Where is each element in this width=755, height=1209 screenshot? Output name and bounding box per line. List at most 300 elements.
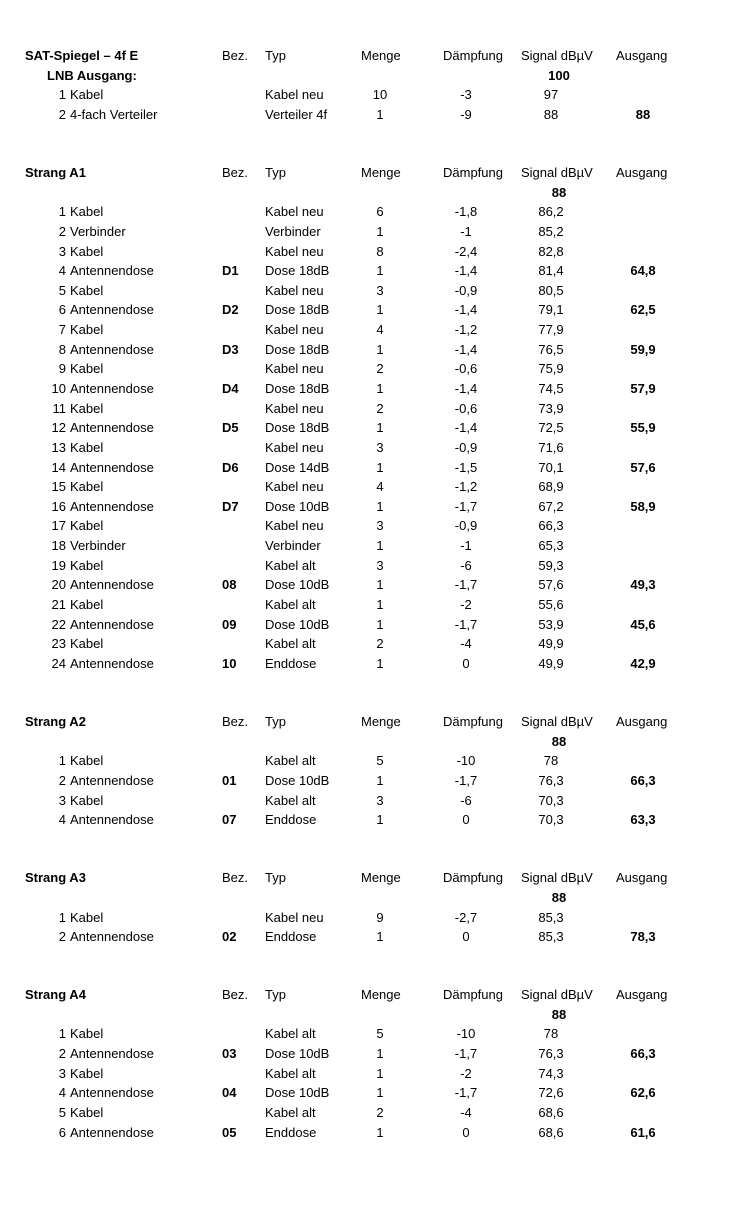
- ausgang-value: 66,3: [630, 1046, 656, 1062]
- typ-value: Dose 10dB: [265, 616, 330, 632]
- daempfung-value: -1,7: [454, 616, 478, 632]
- table-row: [0, 516, 755, 536]
- row-number: 17: [51, 518, 66, 534]
- daempfung-value: -1,5: [454, 459, 478, 475]
- row-number: 1: [58, 753, 66, 769]
- column-header-signal: Signal dBµV: [521, 48, 593, 63]
- signal-value: 76,3: [538, 1046, 564, 1062]
- daempfung-value: -2: [460, 1065, 472, 1081]
- table-row: [0, 595, 755, 615]
- menge-value: 1: [376, 1065, 384, 1081]
- menge-value: 1: [376, 577, 384, 593]
- component-name: Kabel: [70, 636, 104, 652]
- typ-value: Kabel neu: [265, 400, 324, 416]
- signal-value: 77,9: [538, 322, 564, 338]
- signal-value: 68,6: [538, 1124, 564, 1140]
- section: [0, 46, 755, 125]
- column-header-signal: Signal dBµV: [521, 987, 593, 1003]
- signal-value: 85,2: [538, 223, 564, 239]
- menge-value: 5: [376, 1026, 384, 1042]
- row-number: 24: [51, 655, 66, 671]
- start-signal-row: [0, 1005, 755, 1025]
- menge-value: 8: [376, 243, 384, 259]
- column-header-signal: Signal dBµV: [521, 714, 593, 729]
- table-row: [0, 536, 755, 556]
- column-header-daempfung: Dämpfung: [443, 987, 503, 1003]
- component-name: Kabel: [70, 87, 104, 103]
- ausgang-value: 49,3: [630, 577, 656, 593]
- row-number: 4: [58, 1085, 66, 1101]
- signal-value: 53,9: [538, 616, 564, 632]
- row-number: 10: [51, 381, 66, 396]
- component-name: Kabel: [70, 557, 104, 573]
- row-number: 15: [51, 479, 66, 495]
- signal-value: 86,2: [538, 204, 564, 220]
- row-number: 13: [51, 439, 66, 455]
- row-number: 5: [58, 282, 66, 298]
- daempfung-value: -10: [456, 1026, 476, 1042]
- component-name: Kabel: [70, 518, 104, 534]
- component-name: Kabel: [70, 400, 104, 416]
- typ-value: Kabel neu: [265, 282, 324, 298]
- signal-value: 79,1: [538, 302, 564, 318]
- row-number: 2: [58, 929, 66, 945]
- signal-value: 49,9: [538, 636, 564, 652]
- column-header-typ: Typ: [265, 164, 286, 180]
- bez-value: 03: [222, 1046, 237, 1062]
- start-signal-value: 100: [548, 67, 570, 83]
- typ-value: Dose 10dB: [265, 577, 330, 593]
- column-header-bez: Bez.: [222, 48, 249, 63]
- component-name: Kabel: [70, 322, 104, 338]
- column-header-daempfung: Dämpfung: [443, 164, 503, 180]
- column-header-menge: Menge: [361, 987, 401, 1003]
- ausgang-value: 63,3: [630, 812, 656, 828]
- section: [0, 163, 755, 674]
- row-number: 2: [58, 106, 66, 122]
- typ-value: Kabel alt: [265, 597, 316, 613]
- daempfung-value: -1,7: [454, 772, 478, 788]
- typ-value: Enddose: [265, 812, 317, 828]
- table-row: [0, 458, 755, 478]
- table-row: [0, 615, 755, 635]
- daempfung-value: 0: [462, 655, 470, 671]
- table-row: [0, 242, 755, 262]
- component-name: Antennendose: [70, 341, 154, 357]
- bez-value: 01: [222, 772, 237, 788]
- daempfung-value: -0,9: [454, 282, 478, 298]
- menge-value: 10: [372, 87, 388, 103]
- signal-value: 74,5: [538, 381, 564, 396]
- start-signal-row: [0, 66, 755, 86]
- section-header-row: [0, 712, 755, 732]
- ausgang-value: 78,3: [630, 929, 656, 945]
- section: [0, 712, 755, 830]
- row-number: 6: [58, 1124, 66, 1140]
- component-name: Antennendose: [70, 929, 154, 945]
- typ-value: Verbinder: [265, 223, 321, 239]
- bez-value: 02: [222, 929, 237, 945]
- row-number: 4: [58, 812, 66, 828]
- component-name: Kabel: [70, 243, 104, 259]
- signal-value: 78: [543, 753, 559, 769]
- menge-value: 1: [376, 772, 384, 788]
- table-row: [0, 927, 755, 947]
- column-header-signal: Signal dBµV: [521, 164, 593, 180]
- menge-value: 1: [376, 498, 384, 514]
- column-header-typ: Typ: [265, 987, 286, 1003]
- component-name: Kabel: [70, 1026, 104, 1042]
- table-row: [0, 1064, 755, 1084]
- typ-value: Dose 10dB: [265, 772, 330, 788]
- column-header-bez: Bez.: [222, 164, 249, 180]
- column-header-daempfung: Dämpfung: [443, 870, 503, 886]
- section-subtitle: LNB Ausgang:: [47, 67, 137, 83]
- column-header-menge: Menge: [361, 48, 401, 63]
- menge-value: 1: [376, 655, 384, 671]
- column-header-ausgang: Ausgang: [616, 870, 668, 886]
- row-number: 12: [51, 420, 66, 436]
- section-title: Strang A1: [25, 164, 86, 180]
- table-row: [0, 399, 755, 419]
- start-signal-row: [0, 888, 755, 908]
- row-number: 1: [58, 87, 66, 103]
- typ-value: Verteiler 4f: [265, 106, 328, 122]
- component-name: Antennendose: [70, 1124, 154, 1140]
- component-name: Antennendose: [70, 302, 154, 318]
- menge-value: 3: [376, 557, 384, 573]
- daempfung-value: -1,2: [454, 322, 478, 338]
- daempfung-value: -2,4: [454, 243, 478, 259]
- section-header-row: [0, 46, 755, 66]
- signal-value: 70,1: [538, 459, 564, 475]
- typ-value: Enddose: [265, 929, 317, 945]
- typ-value: Kabel alt: [265, 792, 316, 808]
- section-rows: [0, 908, 755, 947]
- bez-value: D6: [222, 459, 239, 475]
- typ-value: Dose 18dB: [265, 302, 330, 318]
- typ-value: Verbinder: [265, 538, 321, 554]
- bez-value: 08: [222, 577, 237, 593]
- component-name: Antennendose: [70, 655, 154, 671]
- daempfung-value: 0: [462, 1124, 470, 1140]
- section-title: Strang A2: [25, 714, 86, 729]
- row-number: 1: [58, 909, 66, 925]
- component-name: Antennendose: [70, 1085, 154, 1101]
- signal-value: 66,3: [538, 518, 564, 534]
- daempfung-value: -1,7: [454, 577, 478, 593]
- menge-value: 2: [376, 361, 384, 377]
- table-row: [0, 771, 755, 791]
- menge-value: 5: [376, 753, 384, 769]
- typ-value: Dose 18dB: [265, 341, 330, 357]
- typ-value: Dose 18dB: [265, 420, 330, 436]
- start-signal-value: 88: [551, 184, 567, 200]
- table-row: [0, 791, 755, 811]
- signal-value: 73,9: [538, 400, 564, 416]
- bez-value: D3: [222, 341, 239, 357]
- menge-value: 1: [376, 1124, 384, 1140]
- component-name: Kabel: [70, 204, 104, 220]
- signal-value: 70,3: [538, 792, 564, 808]
- typ-value: Kabel neu: [265, 87, 324, 103]
- ausgang-value: 58,9: [630, 498, 656, 514]
- signal-value: 68,6: [538, 1105, 564, 1121]
- table-row: [0, 281, 755, 301]
- component-name: Kabel: [70, 753, 104, 769]
- menge-value: 1: [376, 812, 384, 828]
- bez-value: 10: [222, 655, 237, 671]
- component-name: Kabel: [70, 1065, 104, 1081]
- typ-value: Kabel alt: [265, 636, 316, 652]
- daempfung-value: -1,7: [454, 498, 478, 514]
- menge-value: 2: [376, 1105, 384, 1121]
- daempfung-value: -6: [460, 557, 472, 573]
- ausgang-value: 55,9: [630, 420, 656, 436]
- column-header-bez: Bez.: [222, 714, 249, 729]
- daempfung-value: -0,9: [454, 439, 478, 455]
- signal-value: 88: [543, 106, 559, 122]
- signal-value: 74,3: [538, 1065, 564, 1081]
- typ-value: Enddose: [265, 1124, 317, 1140]
- column-header-ausgang: Ausgang: [616, 987, 668, 1003]
- signal-value: 76,3: [538, 772, 564, 788]
- table-row: [0, 556, 755, 576]
- column-header-daempfung: Dämpfung: [443, 714, 503, 729]
- typ-value: Kabel neu: [265, 518, 324, 534]
- column-header-typ: Typ: [265, 870, 286, 886]
- ausgang-value: 66,3: [630, 772, 656, 788]
- row-number: 9: [58, 361, 66, 377]
- daempfung-value: -1,2: [454, 479, 478, 495]
- bez-value: 09: [222, 616, 237, 632]
- ausgang-value: 45,6: [630, 616, 656, 632]
- table-row: [0, 222, 755, 242]
- column-header-daempfung: Dämpfung: [443, 48, 503, 63]
- typ-value: Dose 18dB: [265, 381, 330, 396]
- menge-value: 1: [376, 302, 384, 318]
- component-name: Verbinder: [70, 538, 126, 554]
- column-header-menge: Menge: [361, 870, 401, 886]
- component-name: Antennendose: [70, 772, 154, 788]
- table-row: [0, 438, 755, 458]
- daempfung-value: -2: [460, 597, 472, 613]
- menge-value: 4: [376, 322, 384, 338]
- table-row: [0, 1044, 755, 1064]
- section-title: Strang A3: [25, 870, 86, 886]
- section-rows: [0, 202, 755, 673]
- bez-value: 05: [222, 1124, 237, 1140]
- table-row: [0, 751, 755, 771]
- section-title: Strang A4: [25, 987, 86, 1003]
- menge-value: 3: [376, 282, 384, 298]
- table-row: [0, 1083, 755, 1103]
- component-name: Kabel: [70, 1105, 104, 1121]
- typ-value: Enddose: [265, 655, 317, 671]
- ausgang-value: 88: [635, 106, 651, 122]
- table-row: [0, 654, 755, 674]
- row-number: 2: [58, 772, 66, 788]
- signal-value: 55,6: [538, 597, 564, 613]
- daempfung-value: -1,4: [454, 420, 478, 436]
- column-header-typ: Typ: [265, 714, 286, 729]
- signal-value: 78: [543, 1026, 559, 1042]
- section-rows: [0, 85, 755, 124]
- typ-value: Kabel alt: [265, 753, 316, 769]
- signal-value: 65,3: [538, 538, 564, 554]
- table-row: [0, 359, 755, 379]
- table-row: [0, 261, 755, 281]
- start-signal-row: [0, 732, 755, 752]
- daempfung-value: -4: [460, 1105, 472, 1121]
- row-number: 21: [51, 597, 66, 613]
- row-number: 8: [58, 341, 66, 357]
- bez-value: 07: [222, 812, 237, 828]
- start-signal-value: 88: [551, 889, 567, 905]
- typ-value: Dose 10dB: [265, 1085, 330, 1101]
- row-number: 14: [51, 459, 66, 475]
- daempfung-value: -1,8: [454, 204, 478, 220]
- component-name: Kabel: [70, 439, 104, 455]
- menge-value: 2: [376, 636, 384, 652]
- daempfung-value: -1,4: [454, 341, 478, 357]
- menge-value: 1: [376, 223, 384, 239]
- section-header-row: [0, 868, 755, 888]
- component-name: Antennendose: [70, 812, 154, 828]
- signal-value: 81,4: [538, 263, 564, 279]
- start-signal-row: [0, 183, 755, 203]
- row-number: 7: [58, 322, 66, 338]
- row-number: 11: [52, 400, 66, 416]
- section-title: SAT-Spiegel – 4f E: [25, 48, 139, 63]
- typ-value: Kabel alt: [265, 557, 316, 573]
- menge-value: 3: [376, 439, 384, 455]
- typ-value: Dose 10dB: [265, 1046, 330, 1062]
- ausgang-value: 42,9: [630, 655, 656, 671]
- row-number: 20: [51, 577, 66, 593]
- column-header-menge: Menge: [361, 714, 401, 729]
- daempfung-value: -4: [460, 636, 472, 652]
- component-name: Antennendose: [70, 616, 154, 632]
- menge-value: 1: [376, 616, 384, 632]
- section: [0, 985, 755, 1142]
- daempfung-value: -0,9: [454, 518, 478, 534]
- signal-value: 72,5: [538, 420, 564, 436]
- typ-value: Kabel neu: [265, 479, 324, 495]
- table-row: [0, 85, 755, 105]
- daempfung-value: -1: [460, 538, 472, 554]
- column-header-signal: Signal dBµV: [521, 870, 593, 886]
- signal-value: 75,9: [538, 361, 564, 377]
- row-number: 4: [58, 263, 66, 279]
- signal-value: 97: [543, 87, 559, 103]
- ausgang-value: 62,6: [630, 1085, 656, 1101]
- row-number: 1: [58, 204, 66, 220]
- component-name: Kabel: [70, 792, 104, 808]
- signal-value: 59,3: [538, 557, 564, 573]
- bez-value: D7: [222, 498, 239, 514]
- daempfung-value: -2,7: [454, 909, 478, 925]
- daempfung-value: -0,6: [454, 400, 478, 416]
- table-row: [0, 105, 755, 125]
- ausgang-value: 64,8: [630, 263, 656, 279]
- row-number: 16: [51, 498, 66, 514]
- typ-value: Kabel alt: [265, 1065, 316, 1081]
- table-row: [0, 379, 755, 399]
- menge-value: 1: [376, 381, 384, 396]
- section-header-row: [0, 985, 755, 1005]
- section: [0, 868, 755, 947]
- menge-value: 1: [376, 263, 384, 279]
- menge-value: 3: [376, 518, 384, 534]
- signal-value: 80,5: [538, 282, 564, 298]
- typ-value: Dose 10dB: [265, 498, 330, 514]
- menge-value: 4: [376, 479, 384, 495]
- bez-value: 04: [222, 1085, 237, 1101]
- table-row: [0, 477, 755, 497]
- signal-value: 85,3: [538, 929, 564, 945]
- bez-value: D5: [222, 420, 239, 436]
- component-name: Kabel: [70, 361, 104, 377]
- column-header-bez: Bez.: [222, 870, 249, 886]
- daempfung-value: -0,6: [454, 361, 478, 377]
- section-rows: [0, 1024, 755, 1142]
- menge-value: 1: [376, 1085, 384, 1101]
- table-row: [0, 575, 755, 595]
- component-name: Kabel: [70, 909, 104, 925]
- table-row: [0, 300, 755, 320]
- signal-value: 49,9: [538, 655, 564, 671]
- menge-value: 3: [376, 792, 384, 808]
- signal-value: 82,8: [538, 243, 564, 259]
- row-number: 6: [58, 302, 66, 318]
- row-number: 22: [51, 616, 66, 632]
- typ-value: Kabel neu: [265, 243, 324, 259]
- typ-value: Dose 18dB: [265, 263, 330, 279]
- component-name: Antennendose: [70, 1046, 154, 1062]
- ausgang-value: 59,9: [630, 341, 656, 357]
- daempfung-value: -1,4: [454, 381, 478, 396]
- menge-value: 1: [376, 420, 384, 436]
- section-header-row: [0, 163, 755, 183]
- component-name: Kabel: [70, 479, 104, 495]
- table-row: [0, 1024, 755, 1044]
- column-header-ausgang: Ausgang: [616, 714, 668, 729]
- menge-value: 1: [376, 929, 384, 945]
- daempfung-value: -1: [460, 223, 472, 239]
- menge-value: 1: [376, 106, 384, 122]
- ausgang-value: 57,6: [630, 459, 656, 475]
- ausgang-value: 57,9: [630, 381, 656, 396]
- typ-value: Dose 14dB: [265, 459, 330, 475]
- table-row: [0, 1123, 755, 1143]
- menge-value: 1: [376, 341, 384, 357]
- signal-value: 57,6: [538, 577, 564, 593]
- signal-value: 76,5: [538, 341, 564, 357]
- table-row: [0, 810, 755, 830]
- component-name: Antennendose: [70, 381, 154, 396]
- component-name: 4-fach Verteiler: [70, 106, 158, 122]
- row-number: 3: [58, 243, 66, 259]
- daempfung-value: -6: [460, 792, 472, 808]
- component-name: Kabel: [70, 597, 104, 613]
- column-header-ausgang: Ausgang: [616, 164, 668, 180]
- table-row: [0, 908, 755, 928]
- row-number: 3: [58, 792, 66, 808]
- table-row: [0, 634, 755, 654]
- start-signal-value: 88: [551, 1006, 567, 1022]
- table-row: [0, 1103, 755, 1123]
